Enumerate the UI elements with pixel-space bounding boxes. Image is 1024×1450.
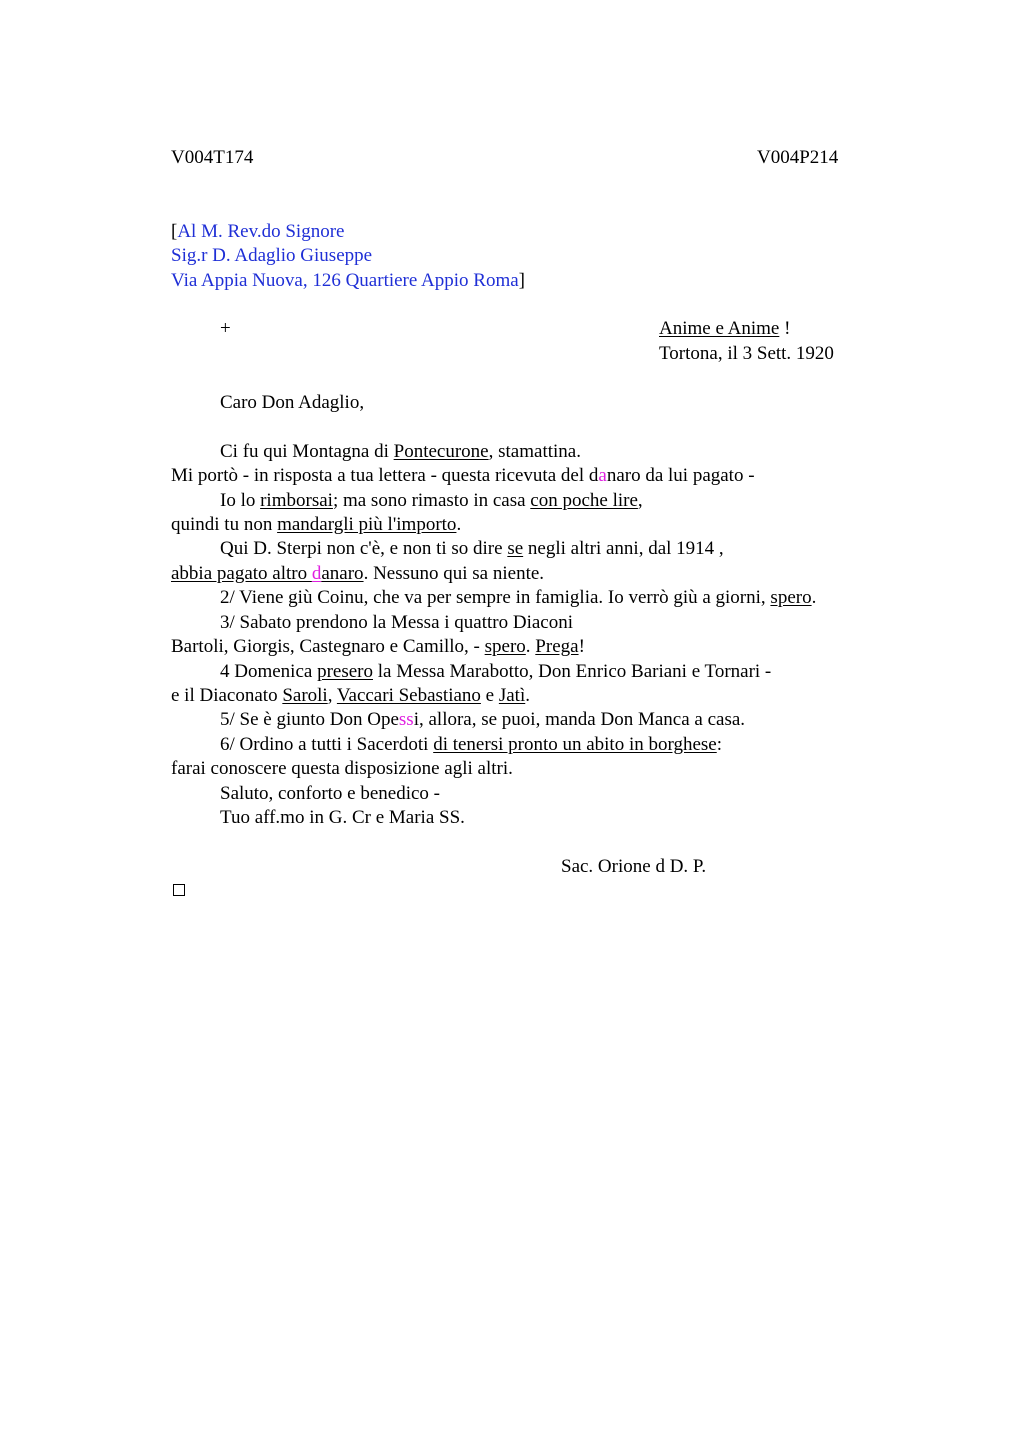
body-line: e il Diaconato Saroli, Vaccari Sebastiano e Jatì.: [171, 685, 530, 706]
cross-mark: +: [220, 318, 231, 339]
body-line: 4 Domenica presero la Messa Marabotto, Don Enrico Bariani e Tornari -: [220, 661, 772, 682]
address-line-3: Via Appia Nuova, 126 Quartiere Appio Roma]: [171, 270, 525, 291]
body-line: Mi portò - in risposta a tua lettera - questa ricevuta del danaro da lui pagato -: [171, 465, 755, 486]
body-line: quindi tu non mandargli più l'importo.: [171, 514, 462, 535]
body-line: Qui D. Sterpi non c'è, e non ti so dire se negli altri anni, dal 1914 ,: [220, 538, 724, 559]
body-line: farai conoscere questa disposizione agli altri.: [171, 758, 513, 779]
closing-line: Saluto, conforto e benedico -: [220, 783, 441, 804]
body-line: abbia pagato altro danaro. Nessuno qui sa niente.: [171, 563, 545, 584]
body-line: 6/ Ordino a tutti i Sacerdoti di tenersi pronto un abito in borghese:: [220, 734, 723, 755]
document-code-left: V004T174: [171, 147, 254, 168]
address-line-2: Sig.r D. Adaglio Giuseppe: [171, 245, 373, 266]
place-date: Tortona, il 3 Sett. 1920: [659, 343, 834, 364]
salutation: Caro Don Adaglio,: [220, 392, 365, 413]
body-line: 2/ Viene giù Coinu, che va per sempre in famiglia. Io verrò giù a giorni, spero.: [220, 587, 817, 608]
closing-line: Tuo aff.mo in G. Cr e Maria SS.: [220, 807, 465, 828]
body-line: 5/ Se è giunto Don Opessi, allora, se puoi, manda Don Manca a casa.: [220, 709, 746, 730]
body-line: 3/ Sabato prendono la Messa i quattro Diaconi: [220, 612, 574, 633]
body-line: Io lo rimborsai; ma sono rimasto in casa con poche lire,: [220, 490, 643, 511]
square-glyph: [173, 884, 185, 896]
motto: Anime e Anime !: [659, 318, 791, 339]
body-line: Bartoli, Giorgis, Castegnaro e Camillo, - spero. Prega!: [171, 636, 585, 657]
body-line: Ci fu qui Montagna di Pontecurone, stamattina.: [220, 441, 581, 462]
signature: Sac. Orione d D. P.: [561, 856, 707, 877]
address-line-1: [Al M. Rev.do Signore: [171, 221, 345, 242]
document-code-right: V004P214: [757, 147, 839, 168]
